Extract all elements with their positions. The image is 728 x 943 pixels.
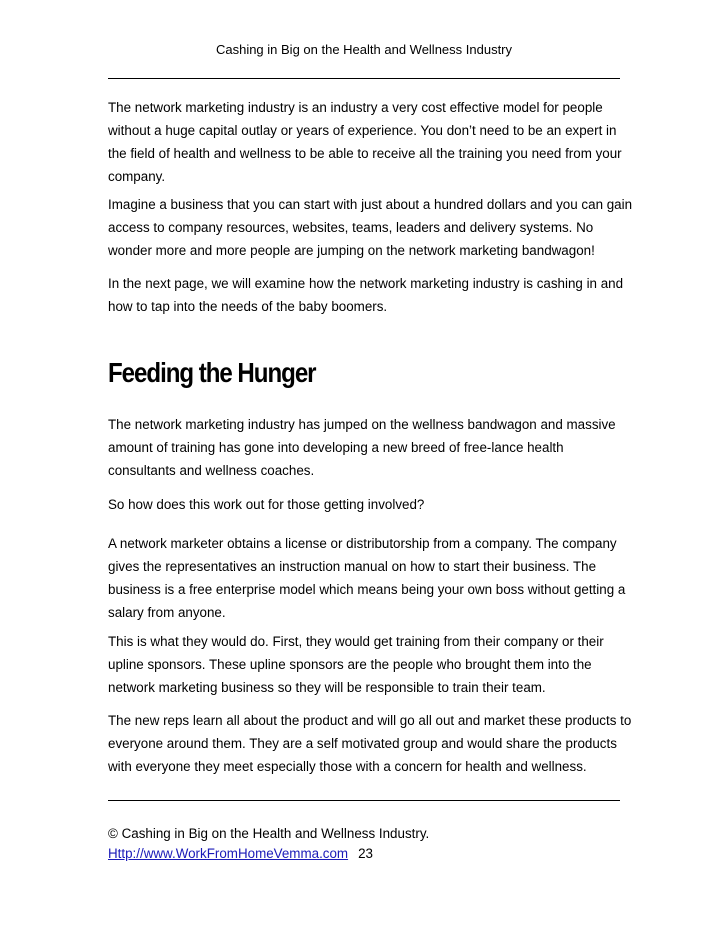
paragraph-question bbox=[108, 493, 628, 516]
paragraph-license bbox=[108, 532, 628, 624]
footer-copyright: © Cashing in Big on the Health and Wellness Industry. bbox=[108, 826, 430, 841]
paragraph-next-page bbox=[108, 272, 628, 318]
text-line: The network marketing industry is an industry a very cost effective model for people bbox=[108, 100, 603, 115]
page-footer bbox=[108, 824, 620, 864]
paragraph-new-reps bbox=[108, 709, 632, 778]
text-line: wonder more and more people are jumping on the network marketing bandwagon! bbox=[108, 243, 595, 258]
footer-link-row bbox=[108, 844, 620, 864]
section-heading: Feeding the Hunger bbox=[108, 357, 316, 388]
text-line: This is what they would do. First, they would get training from their company or their bbox=[108, 634, 604, 649]
running-header: Cashing in Big on the Health and Wellness Industry bbox=[215, 42, 513, 57]
text-line: gives the representatives an instruction manual on how to start their business. The bbox=[108, 559, 597, 574]
header-divider bbox=[108, 78, 620, 79]
text-line: Imagine a business that you can start with just about a hundred dollars and you can gain bbox=[108, 197, 633, 212]
text-line: company. bbox=[108, 169, 166, 184]
text-line: upline sponsors. These upline sponsors are the people who brought them into the bbox=[108, 657, 592, 672]
text-line: how to tap into the needs of the baby boomers. bbox=[108, 299, 388, 314]
footer-website-link[interactable]: Http://www.WorkFromHomeVemma.com bbox=[108, 846, 349, 861]
text-line: everyone around them. They are a self motivated group and would share the products bbox=[108, 736, 617, 751]
text-line: salary from anyone. bbox=[108, 605, 226, 620]
text-line: The new reps learn all about the product and will go all out and market these products to bbox=[108, 713, 632, 728]
text-line: network marketing business so they will be responsible to train their team. bbox=[108, 680, 546, 695]
paragraph-intro bbox=[108, 96, 628, 188]
paragraph-bandwagon bbox=[108, 413, 628, 482]
text-line: consultants and wellness coaches. bbox=[108, 463, 315, 478]
text-line: business is a free enterprise model which means being your own boss without getting a bbox=[108, 582, 626, 597]
text-line: So how does this work out for those getting involved? bbox=[108, 497, 425, 512]
text-line: without a huge capital outlay or years of experience. You don’t need to be an expert in bbox=[108, 123, 617, 138]
text-line: A network marketer obtains a license or distributorship from a company. The company bbox=[108, 536, 617, 551]
text-line: amount of training has gone into developing a new breed of free-lance health bbox=[108, 440, 564, 455]
paragraph-imagine bbox=[108, 193, 633, 262]
paragraph-training bbox=[108, 630, 628, 699]
text-line: In the next page, we will examine how the network marketing industry is cashing in and bbox=[108, 276, 624, 291]
footer-divider bbox=[108, 800, 620, 801]
text-line: with everyone they meet especially those with a concern for health and wellness. bbox=[108, 759, 587, 774]
page-number: 23 bbox=[358, 846, 373, 861]
text-line: The network marketing industry has jumped on the wellness bandwagon and massive bbox=[108, 417, 616, 432]
text-line: access to company resources, websites, teams, leaders and delivery systems. No bbox=[108, 220, 594, 235]
text-line: the field of health and wellness to be able to receive all the training you need from your bbox=[108, 146, 622, 161]
